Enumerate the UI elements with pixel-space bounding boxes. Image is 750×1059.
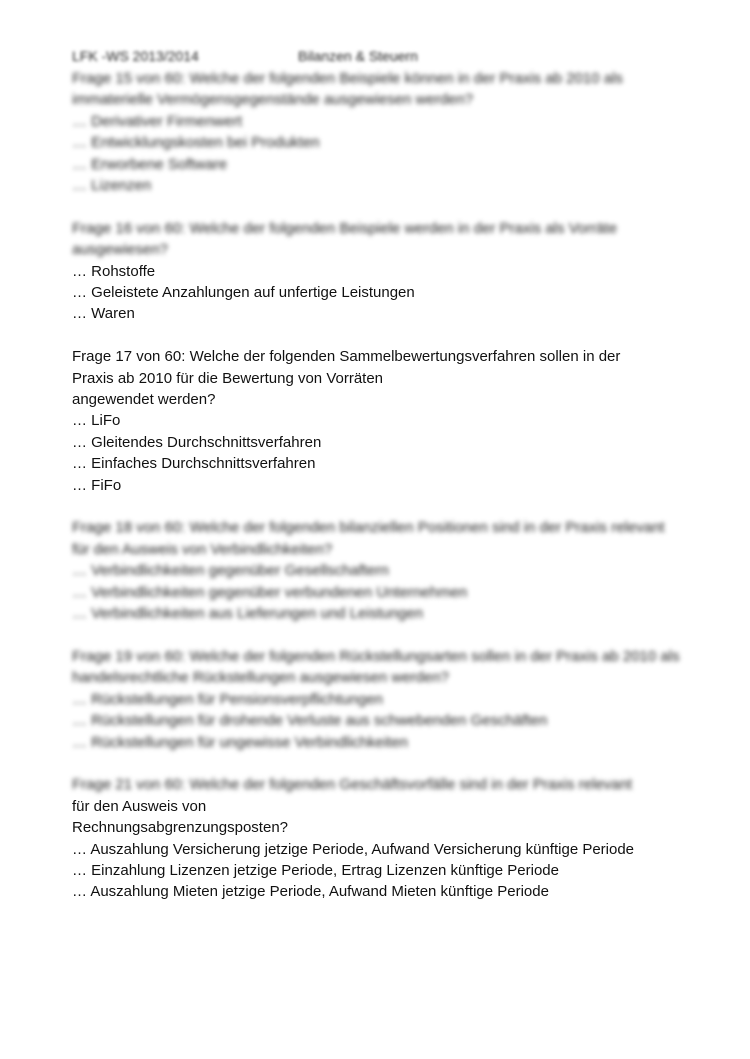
question-text-line: für den Ausweis von xyxy=(72,797,207,815)
spacer xyxy=(72,753,682,774)
answer-option: … Auszahlung Versicherung jetzige Periode, Aufwand Versicherung künftige Periode xyxy=(72,840,635,858)
answer-option: … Gleitendes Durchschnittsverfahren xyxy=(72,433,322,451)
answer-option: … Entwicklungskosten bei Produkten xyxy=(72,134,320,152)
answer-option: … Rückstellungen für drohende Verluste aus schwebenden Geschäften xyxy=(72,712,548,730)
answer-option: … Rückstellungen für ungewisse Verbindlichkeiten xyxy=(72,733,409,751)
spacer xyxy=(72,625,682,646)
spacer xyxy=(72,325,682,346)
page-header xyxy=(72,44,682,68)
question-text-line: angewendet werden? xyxy=(72,391,216,409)
question-18 xyxy=(72,517,682,624)
answer-option: … Waren xyxy=(72,305,135,323)
answer-option: … FiFo xyxy=(72,476,122,494)
spacer xyxy=(72,196,682,217)
question-text: Frage 18 von 60: Welche der folgenden bilanziellen Positionen sind in der Praxis relevant für den Ausweis von Verbindlichkeiten? xyxy=(72,519,665,558)
question-15 xyxy=(72,68,682,196)
answer-option: … Verbindlichkeiten gegenüber verbundenen Unternehmen xyxy=(72,583,468,601)
answer-option: … LiFo xyxy=(72,412,121,430)
question-text-line: Rechnungsabgrenzungsposten? xyxy=(72,819,288,837)
question-text: Frage 19 von 60: Welche der folgenden Rückstellungsarten sollen in der Praxis ab 2010 als handelsrechtliche Rückstellungen ausgewiesen werden? xyxy=(72,647,680,687)
document-page xyxy=(72,44,682,903)
answer-option: … Geleistete Anzahlungen auf unfertige Leistungen xyxy=(72,284,415,302)
question-text-line: Frage 21 von 60: Welche der folgenden Geschäftsvorfälle sind in der Praxis relevant xyxy=(72,776,633,794)
answer-option: … Verbindlichkeiten gegenüber Gesellschaftern xyxy=(72,562,389,580)
question-text: Frage 15 von 60: Welche der folgenden Beispiele können in der Praxis ab 2010 als immaterielle Vermögensgegenstände ausgewiesen werden? xyxy=(72,70,623,109)
question-21 xyxy=(72,774,682,902)
answer-option: … Derivativer Firmenwert xyxy=(72,112,243,130)
spacer xyxy=(72,496,682,517)
answer-option: … Einzahlung Lizenzen jetzige Periode, Ertrag Lizenzen künftige Periode xyxy=(72,861,559,879)
answer-option: … Rohstoffe xyxy=(72,262,156,280)
answer-option: … Verbindlichkeiten aus Lieferungen und Leistungen xyxy=(72,605,424,623)
question-19 xyxy=(72,646,682,753)
question-text-line: Frage 17 von 60: Welche der folgenden Sammelbewertungsverfahren sollen in der xyxy=(72,348,621,366)
answer-option: … Lizenzen xyxy=(72,177,152,195)
question-17 xyxy=(72,346,682,496)
course-label: LFK -WS 2013/2014 xyxy=(72,48,199,64)
answer-option: … Rückstellungen für Pensionsverpflichtungen xyxy=(72,690,384,708)
question-text-line: Praxis ab 2010 für die Bewertung von Vorräten xyxy=(72,369,384,387)
question-text: Frage 16 von 60: Welche der folgenden Beispiele werden in der Praxis als Vorräte ausgewiesen? xyxy=(72,219,618,259)
subject-label: Bilanzen & Steuern xyxy=(298,48,418,64)
answer-option: … Auszahlung Mieten jetzige Periode, Aufwand Mieten künftige Periode xyxy=(72,883,549,901)
answer-option: … Einfaches Durchschnittsverfahren xyxy=(72,455,316,473)
question-16 xyxy=(72,218,682,325)
answer-option: … Erworbene Software xyxy=(72,155,228,173)
